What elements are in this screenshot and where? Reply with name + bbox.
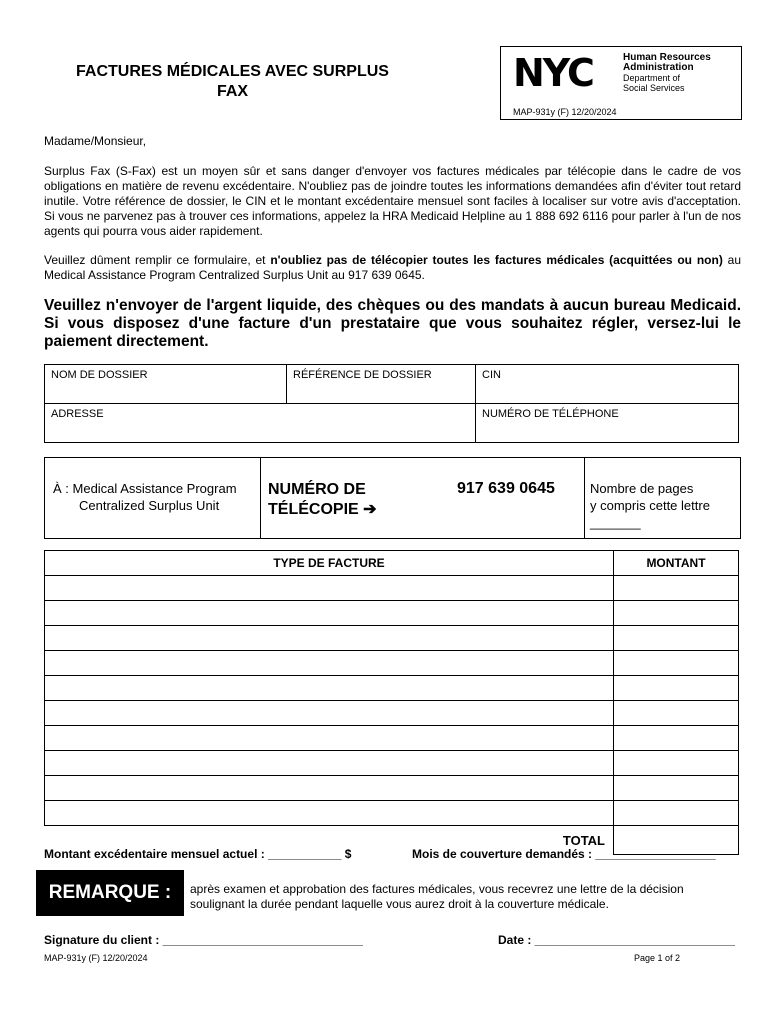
table-row: [45, 751, 739, 776]
bill-type-cell[interactable]: [45, 776, 614, 801]
fax-number: 917 639 0645: [457, 480, 555, 497]
bill-type-cell[interactable]: [45, 626, 614, 651]
table-row: [45, 776, 739, 801]
recipient-cell: [45, 458, 261, 538]
bill-type-cell[interactable]: [45, 651, 614, 676]
amount-cell[interactable]: [614, 801, 739, 826]
agency-name-line-1: Human Resources: [623, 52, 711, 63]
address-field[interactable]: [45, 404, 476, 443]
table-row: [45, 801, 739, 826]
table-row: [45, 701, 739, 726]
title-line-2: FAX: [216, 83, 249, 100]
table-row: [45, 576, 739, 601]
page-number: Page 1 of 2: [634, 953, 681, 963]
agency-name-line-4: Social Services: [623, 83, 685, 93]
remark-text: [190, 882, 684, 912]
bill-type-cell[interactable]: [45, 676, 614, 701]
amount-cell[interactable]: [614, 751, 739, 776]
fax-number-cell: [261, 458, 585, 538]
case-info-table: [44, 364, 739, 443]
remark-text-line-2: soulignant la durée pendant laquelle vous aurez droit à la couverture médicale.: [190, 897, 609, 911]
bill-type-header: TYPE DE FACTURE: [45, 551, 614, 576]
table-row: [45, 676, 739, 701]
instruction-end: au Medical Assistance Program Centralized Surplus Unit au 917 639 0645.: [44, 253, 741, 282]
page-count-blank: _______: [590, 515, 641, 530]
agency-name-line-3: Department of: [623, 73, 681, 83]
bill-type-cell[interactable]: [45, 576, 614, 601]
phone-field[interactable]: [476, 404, 739, 443]
intro-paragraph: Surplus Fax (S-Fax) est un moyen sûr et sans danger d'envoyer vos factures médicales par télécopie dans le cadre de vos obligations en matière de revenu excédentaire. N'oubliez pas de joindre toutes les informations demandées afin d'éviter tout retard inutile. Votre référence de dossier, le CIN et le montant excédentaire mensuel sont faciles à localiser sur votre avis d'acceptation. Si vous ne parvenez pas à trouver ces informations, appelez la HRA Medicaid Helpline au 1 888 692 6116 pour parler à l'un de nos agents qui pourra vous aider rapidement.: [44, 164, 741, 238]
amount-cell[interactable]: [614, 676, 739, 701]
amount-cell[interactable]: [614, 726, 739, 751]
cin-field[interactable]: [476, 365, 739, 404]
case-reference-field[interactable]: [287, 365, 476, 404]
title-line-1: FACTURES MÉDICALES AVEC SURPLUS: [76, 63, 389, 80]
bill-type-cell[interactable]: [45, 726, 614, 751]
page-count-line-1: Nombre de pages: [590, 481, 694, 496]
phone-label: NUMÉRO DE TÉLÉPHONE: [482, 408, 619, 420]
payment-warning: Veuillez n'envoyer de l'argent liquide, des chèques ou des mandats à aucun bureau Medicaid. Si vous disposez d'une facture d'un prestataire que vous souhaitez régler, versez-lui le paiement directement.: [44, 297, 741, 350]
instruction-start: Veuillez dûment remplir ce formulaire, et: [44, 253, 271, 267]
bills-table: [44, 550, 739, 855]
agency-logo-box: [500, 46, 742, 120]
address-label: ADRESSE: [51, 408, 104, 420]
signature-field[interactable]: Signature du client : ______________________________: [44, 933, 363, 947]
recipient-line-2: Centralized Surplus Unit: [79, 498, 220, 513]
agency-name: [623, 53, 711, 93]
remark-badge: REMARQUE :: [36, 870, 184, 916]
fax-label-line-2: TÉLÉCOPIE ➔: [268, 501, 377, 518]
salutation: Madame/Monsieur,: [44, 134, 147, 148]
total-label: TOTAL: [562, 832, 605, 848]
table-row: [45, 651, 739, 676]
coverage-months-field[interactable]: Mois de couverture demandés : __________________: [412, 847, 716, 861]
amount-cell[interactable]: [614, 601, 739, 626]
table-row: [45, 726, 739, 751]
bill-type-cell[interactable]: [45, 751, 614, 776]
monthly-surplus-field[interactable]: Montant excédentaire mensuel actuel : ___________ $: [44, 847, 352, 861]
form-code: MAP-931y (F) 12/20/2024: [513, 107, 617, 117]
case-name-label: NOM DE DOSSIER: [51, 369, 148, 381]
instruction-bold: n'oubliez pas de télécopier toutes les factures médicales (acquittées ou non): [270, 253, 723, 267]
case-name-field[interactable]: [45, 365, 287, 404]
amount-cell[interactable]: [614, 626, 739, 651]
table-row: [45, 626, 739, 651]
nyc-logo: NYC: [513, 51, 593, 95]
page-title: [40, 62, 425, 102]
bill-type-cell[interactable]: [45, 701, 614, 726]
bill-type-cell[interactable]: [45, 801, 614, 826]
instruction-paragraph: [44, 253, 741, 283]
fax-info-box: [44, 457, 741, 539]
amount-cell[interactable]: [614, 701, 739, 726]
footer-form-code: MAP-931y (F) 12/20/2024: [44, 953, 148, 963]
recipient-line-1: À : Medical Assistance Program: [53, 481, 237, 496]
amount-header: MONTANT: [614, 551, 739, 576]
cin-label: CIN: [482, 369, 501, 381]
table-row: [45, 601, 739, 626]
amount-cell[interactable]: [614, 576, 739, 601]
page-count-cell[interactable]: [585, 458, 740, 538]
agency-name-line-2: Administration: [623, 62, 694, 73]
amount-cell[interactable]: [614, 651, 739, 676]
amount-cell[interactable]: [614, 776, 739, 801]
bill-type-cell[interactable]: [45, 601, 614, 626]
case-reference-label: RÉFÉRENCE DE DOSSIER: [293, 369, 432, 381]
fax-label-line-1: NUMÉRO DE: [268, 481, 366, 498]
page-count-line-2: y compris cette lettre: [590, 498, 710, 513]
remark-text-line-1: après examen et approbation des factures médicales, vous recevrez une lettre de la décision: [190, 882, 684, 896]
date-field[interactable]: Date : ______________________________: [498, 933, 735, 947]
